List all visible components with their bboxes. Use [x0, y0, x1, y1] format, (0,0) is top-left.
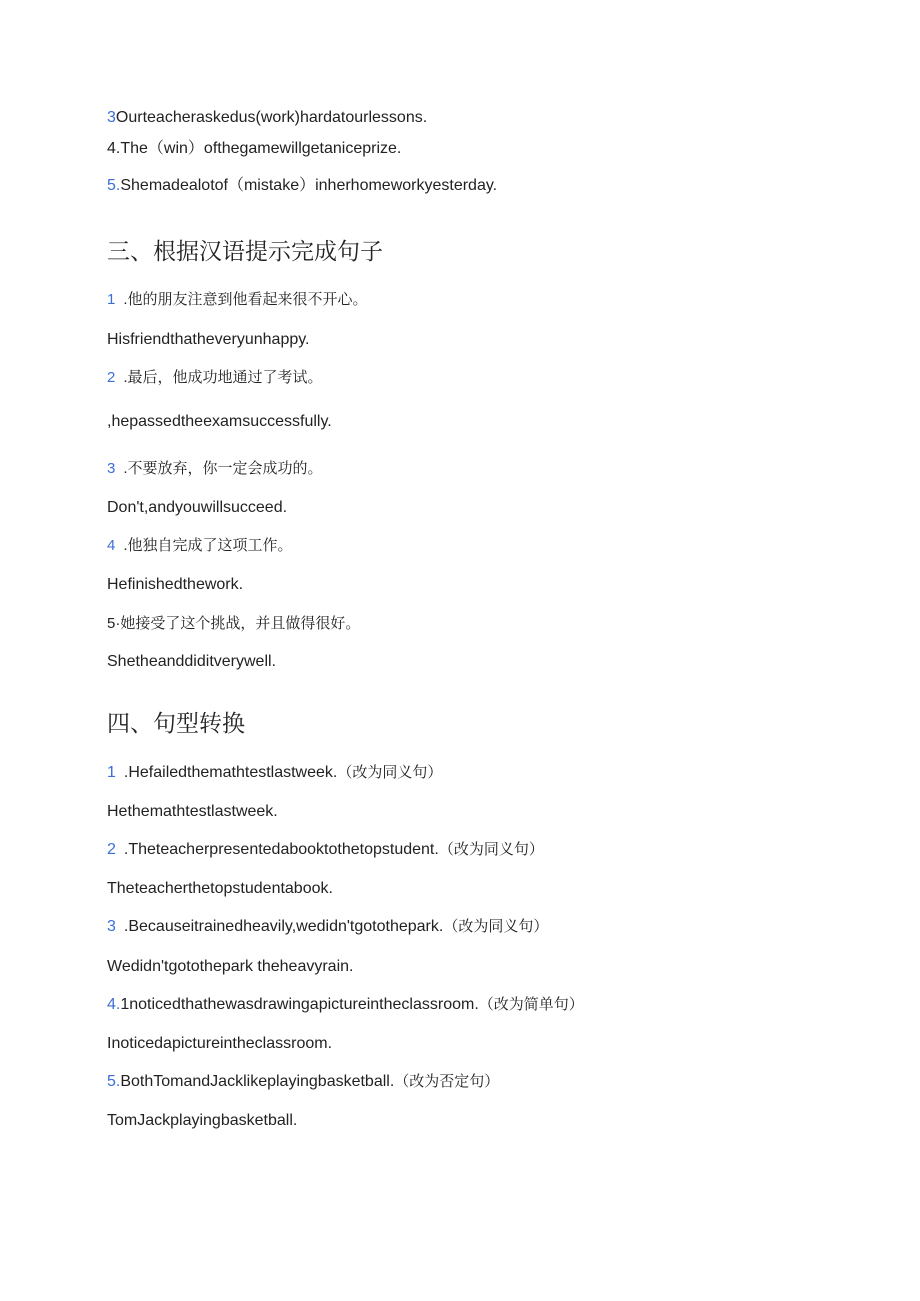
answer-line: Hefinishedthework.	[107, 576, 244, 593]
question-text: .Hefailedthemathtestlastweek.	[123, 764, 338, 781]
answer-line: Don't,andyouwillsucceed.	[107, 499, 288, 516]
answer-line: ,hepassedtheexamsuccessfully.	[107, 413, 332, 430]
chinese-prompt: .最后，他成功地通过了考试。	[123, 369, 323, 386]
item-number: 1	[107, 291, 116, 308]
answer-line: TomJackplayingbasketball.	[107, 1112, 298, 1129]
exercise-line	[107, 139, 401, 159]
instruction-note: （改为同义句）	[443, 918, 549, 935]
exercise-line	[107, 108, 427, 128]
item-text: Shemadealotof（mistake）inherhomeworkyesterday.	[120, 177, 498, 194]
chinese-prompt: 她接受了这个挑战，并且做得很好。	[120, 615, 361, 632]
instruction-note: （改为否定句）	[394, 1073, 500, 1090]
prompt-line	[107, 614, 360, 634]
question-line	[107, 917, 548, 937]
item-number: 4	[107, 537, 116, 554]
answer-line: Hethemathtestlastweek.	[107, 803, 278, 820]
answer-line: Inoticedapictureintheclassroom.	[107, 1035, 333, 1052]
section-heading: 四、句型转换	[107, 710, 245, 736]
question-text: .Theteacherpresentedabooktothetopstudent.	[123, 841, 439, 858]
chinese-prompt: .他的朋友注意到他看起来很不开心。	[123, 291, 368, 308]
prompt-line	[107, 368, 323, 388]
answer-line: Wedidn'tgotothepark theheavyrain.	[107, 958, 354, 975]
instruction-note: （改为简单句）	[478, 996, 584, 1013]
instruction-note: （改为同义句）	[337, 764, 443, 781]
prompt-line	[107, 290, 368, 310]
item-number: 5.	[107, 177, 121, 194]
question-text: BothTomandJacklikeplayingbasketball.	[120, 1073, 395, 1090]
chinese-prompt: .他独自完成了这项工作。	[123, 537, 293, 554]
item-number: 3	[107, 918, 116, 935]
question-line	[107, 1072, 499, 1092]
prompt-line	[107, 536, 293, 556]
question-text: 1noticedthathewasdrawingapictureintheclassroom.	[120, 996, 479, 1013]
prompt-line	[107, 459, 323, 479]
instruction-note: （改为同义句）	[438, 841, 544, 858]
item-number: 1	[107, 764, 116, 781]
item-number: 5.	[107, 1073, 121, 1090]
answer-line: Theteacherthetopstudentabook.	[107, 880, 333, 897]
item-number: 2	[107, 841, 116, 858]
answer-line: Shetheanddiditverywell.	[107, 653, 276, 670]
chinese-prompt: .不要放弃，你一定会成功的。	[123, 460, 323, 477]
item-number: 5·	[107, 615, 121, 632]
question-text: .Becauseitrainedheavily,wedidn'tgotothepark.	[123, 918, 444, 935]
section-heading: 三、根据汉语提示完成句子	[107, 238, 383, 264]
item-number: 3	[107, 460, 116, 477]
item-number: 2	[107, 369, 116, 386]
item-number: 3	[107, 109, 116, 126]
exercise-line	[107, 176, 497, 196]
item-text: Ourteacheraskedus(work)hardatourlessons.	[115, 109, 428, 126]
item-number: 4.	[107, 996, 121, 1013]
question-line	[107, 995, 584, 1015]
question-line	[107, 840, 544, 860]
item-text: 4.The（win）ofthegamewillgetaniceprize.	[107, 140, 402, 157]
answer-line: Hisfriendthatheveryunhappy.	[107, 331, 310, 348]
question-line	[107, 763, 442, 783]
